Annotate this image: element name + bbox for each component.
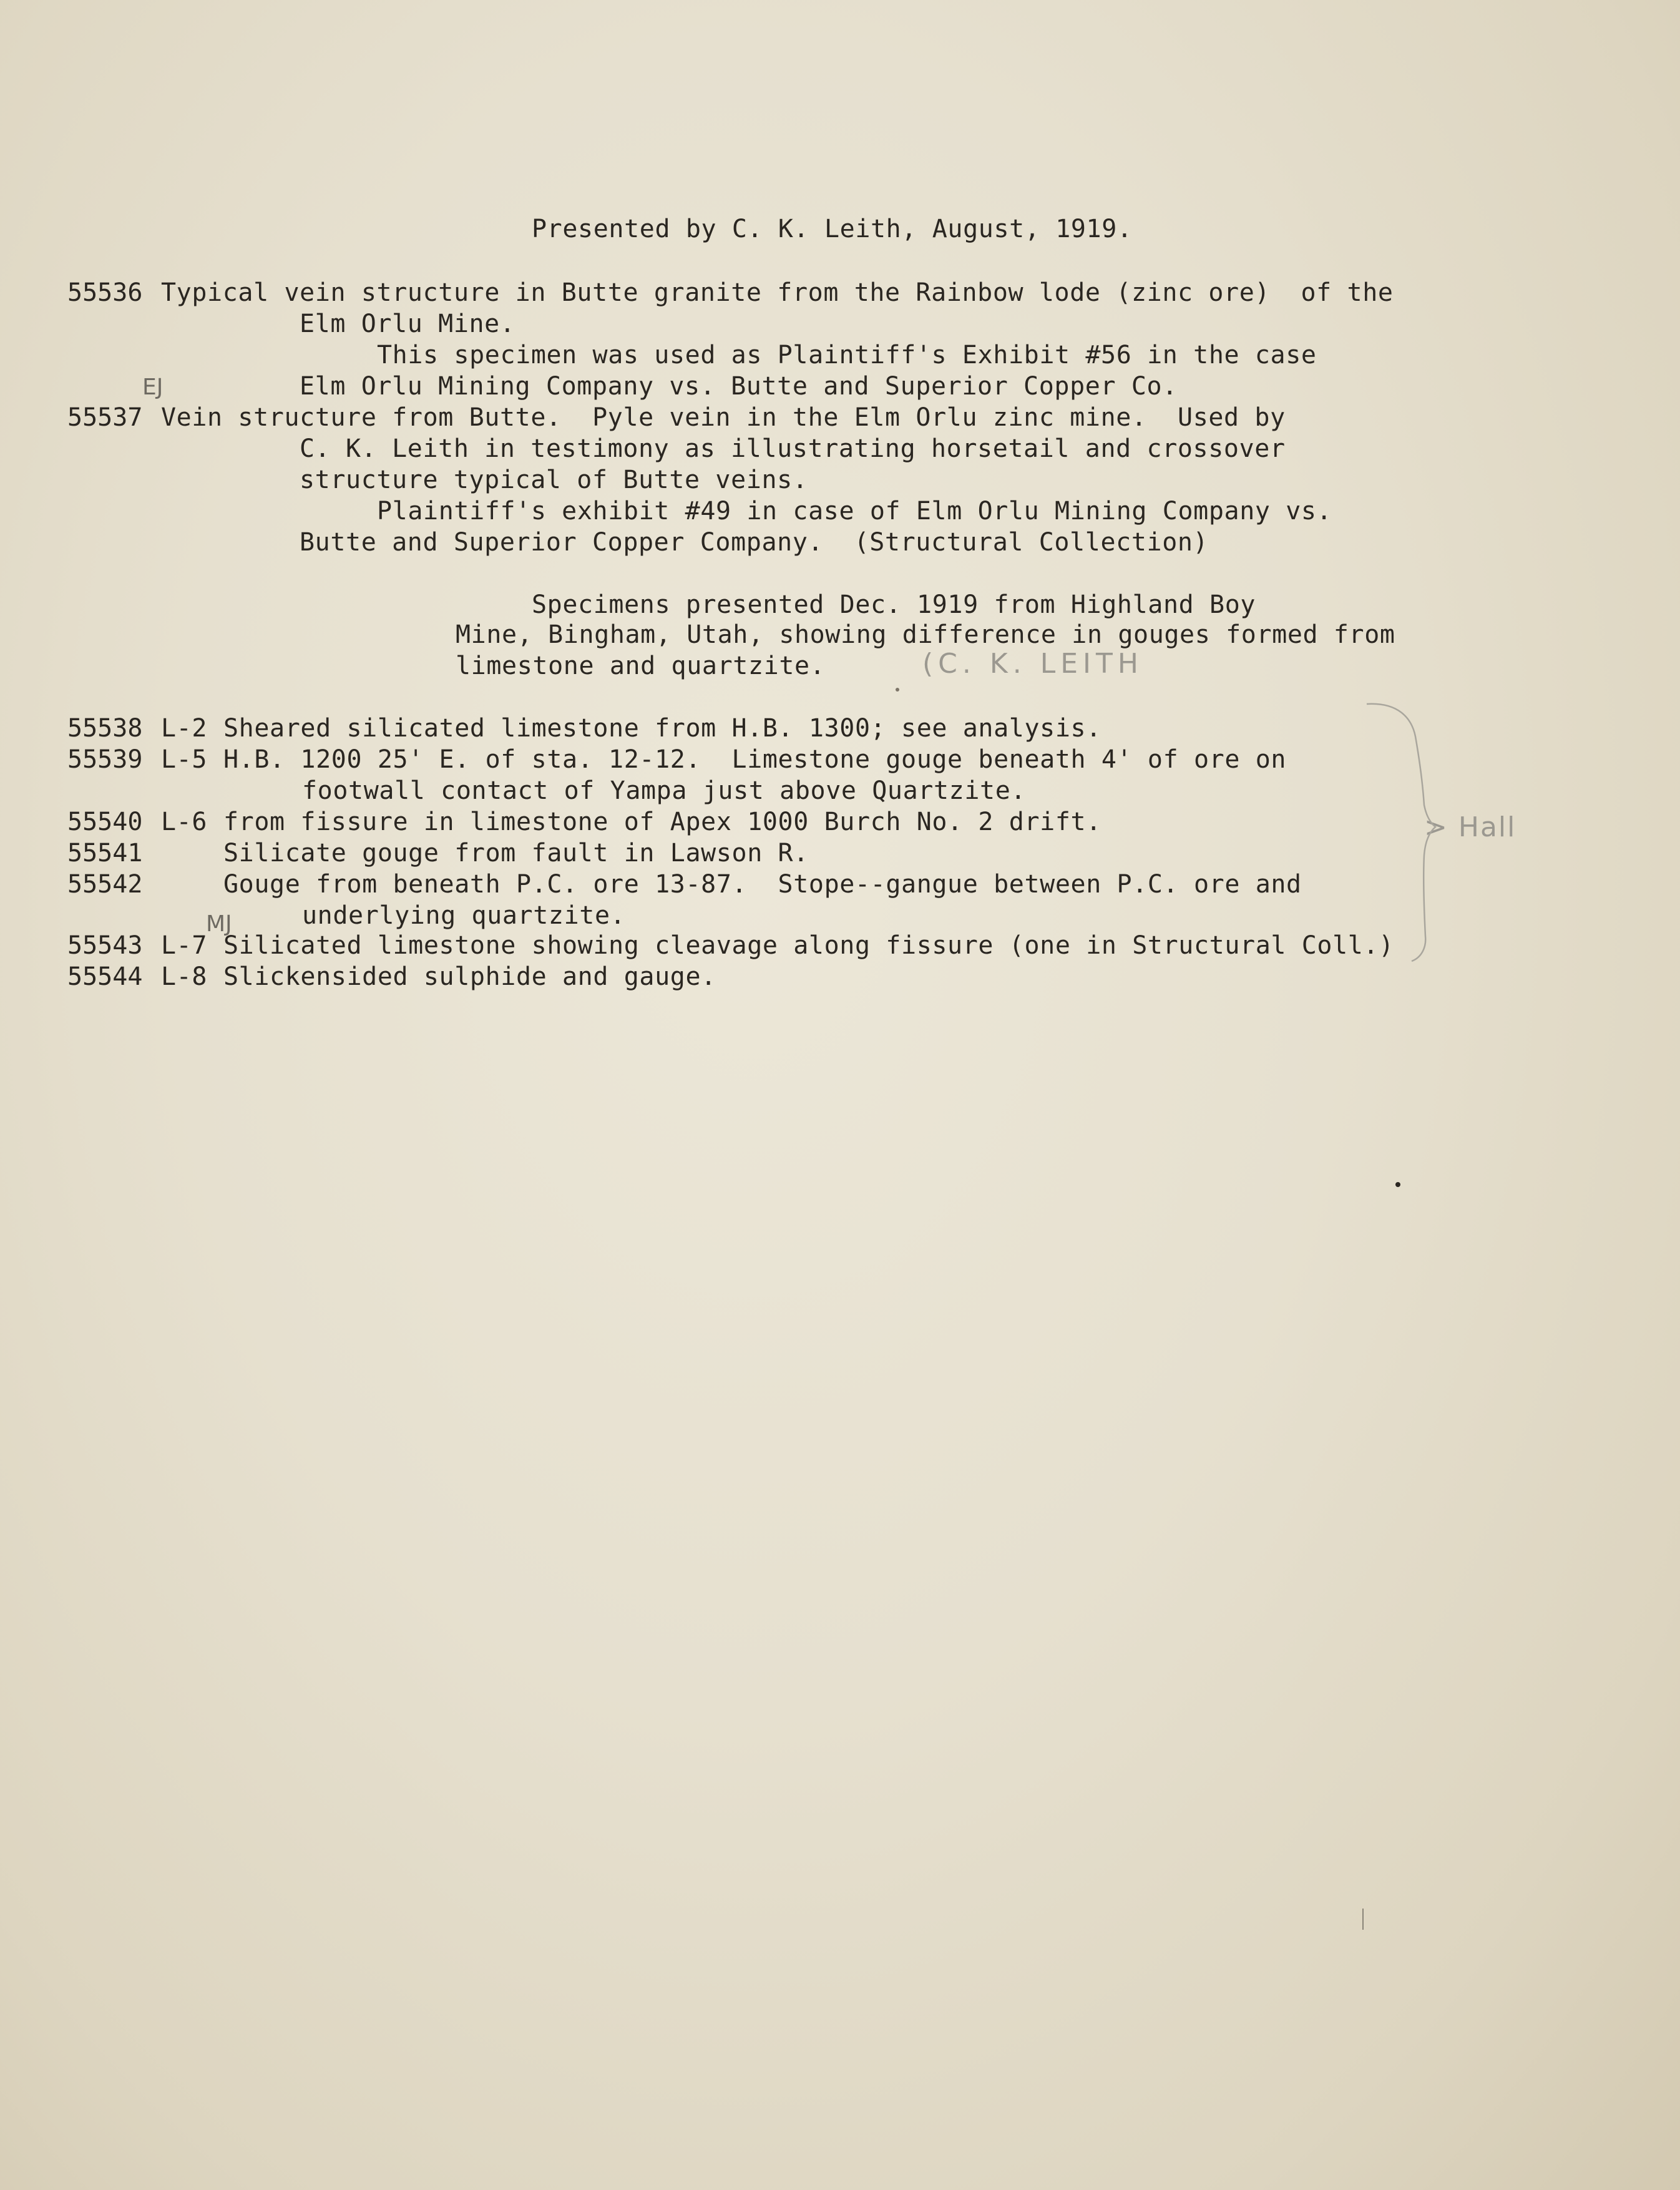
catalog-number: 55538 bbox=[67, 714, 143, 743]
catalog-number: 55539 bbox=[67, 745, 143, 774]
specimen-code: L-2 bbox=[161, 714, 208, 743]
section-heading-line: Mine, Bingham, Utah, showing difference in gouges formed from bbox=[456, 620, 1395, 649]
entry-line: Plaintiff's exhibit #49 in case of Elm Orlu Mining Company vs. bbox=[377, 497, 1332, 526]
entry-line: structure typical of Butte veins. bbox=[300, 466, 808, 494]
catalog-number: 55537 bbox=[67, 403, 143, 432]
entry-line: Butte and Superior Copper Company. (Structural Collection) bbox=[300, 528, 1209, 557]
handwritten-ck-leith: (C. K. LEITH bbox=[922, 648, 1143, 680]
entry-line: Slickensided sulphide and gauge. bbox=[223, 962, 716, 991]
entry-line: Vein structure from Butte. Pyle vein in the Elm Orlu zinc mine. Used by bbox=[161, 403, 1286, 432]
entry-line: underlying quartzite. bbox=[302, 901, 626, 930]
entry-line: H.B. 1200 25' E. of sta. 12-12. Limestone gouge beneath 4' of ore on bbox=[223, 745, 1287, 774]
entry-line: from fissure in limestone of Apex 1000 Burch No. 2 drift. bbox=[223, 808, 1101, 836]
catalog-number: 55541 bbox=[67, 839, 143, 868]
entry-line: Typical vein structure in Butte granite from the Rainbow lode (zinc ore) of the bbox=[161, 278, 1394, 307]
entry-line: Silicated limestone showing cleavage along fissure (one in Structural Coll.) bbox=[223, 931, 1394, 960]
entry-line: This specimen was used as Plaintiff's Exhibit #56 in the case bbox=[377, 341, 1317, 369]
catalog-number: 55536 bbox=[67, 278, 143, 307]
specimen-code: L-7 bbox=[161, 931, 208, 960]
entry-line: Silicate gouge from fault in Lawson R. bbox=[223, 839, 809, 868]
specimen-code: L-6 bbox=[161, 808, 208, 836]
catalog-number: 55542 bbox=[67, 870, 143, 899]
entry-line: Sheared silicated limestone from H.B. 1300; see analysis. bbox=[223, 714, 1101, 743]
specimen-code: L-5 bbox=[161, 745, 208, 774]
handwritten-ej: EJ bbox=[142, 374, 164, 400]
entry-line: C. K. Leith in testimony as illustrating horsetail and crossover bbox=[300, 434, 1286, 463]
section-heading-line: limestone and quartzite. bbox=[456, 652, 826, 680]
section-heading-line: Specimens presented Dec. 1919 from Highland Boy bbox=[532, 590, 1256, 619]
entry-line: Elm Orlu Mine. bbox=[300, 310, 515, 338]
catalog-number: 55544 bbox=[67, 962, 143, 991]
handwritten-mj: MJ bbox=[206, 911, 232, 937]
specimen-code: L-8 bbox=[161, 962, 208, 991]
handwritten-hall: > Hall bbox=[1424, 811, 1516, 843]
catalog-number: 55543 bbox=[67, 931, 143, 960]
entry-line: footwall contact of Yampa just above Quartzite. bbox=[302, 776, 1027, 805]
entry-line: Gouge from beneath P.C. ore 13-87. Stope--gangue between P.C. ore and bbox=[223, 870, 1302, 899]
entry-line: Elm Orlu Mining Company vs. Butte and Superior Copper Co. bbox=[300, 372, 1178, 401]
catalog-number: 55540 bbox=[67, 808, 143, 836]
presented-heading: Presented by C. K. Leith, August, 1919. bbox=[532, 215, 1133, 243]
